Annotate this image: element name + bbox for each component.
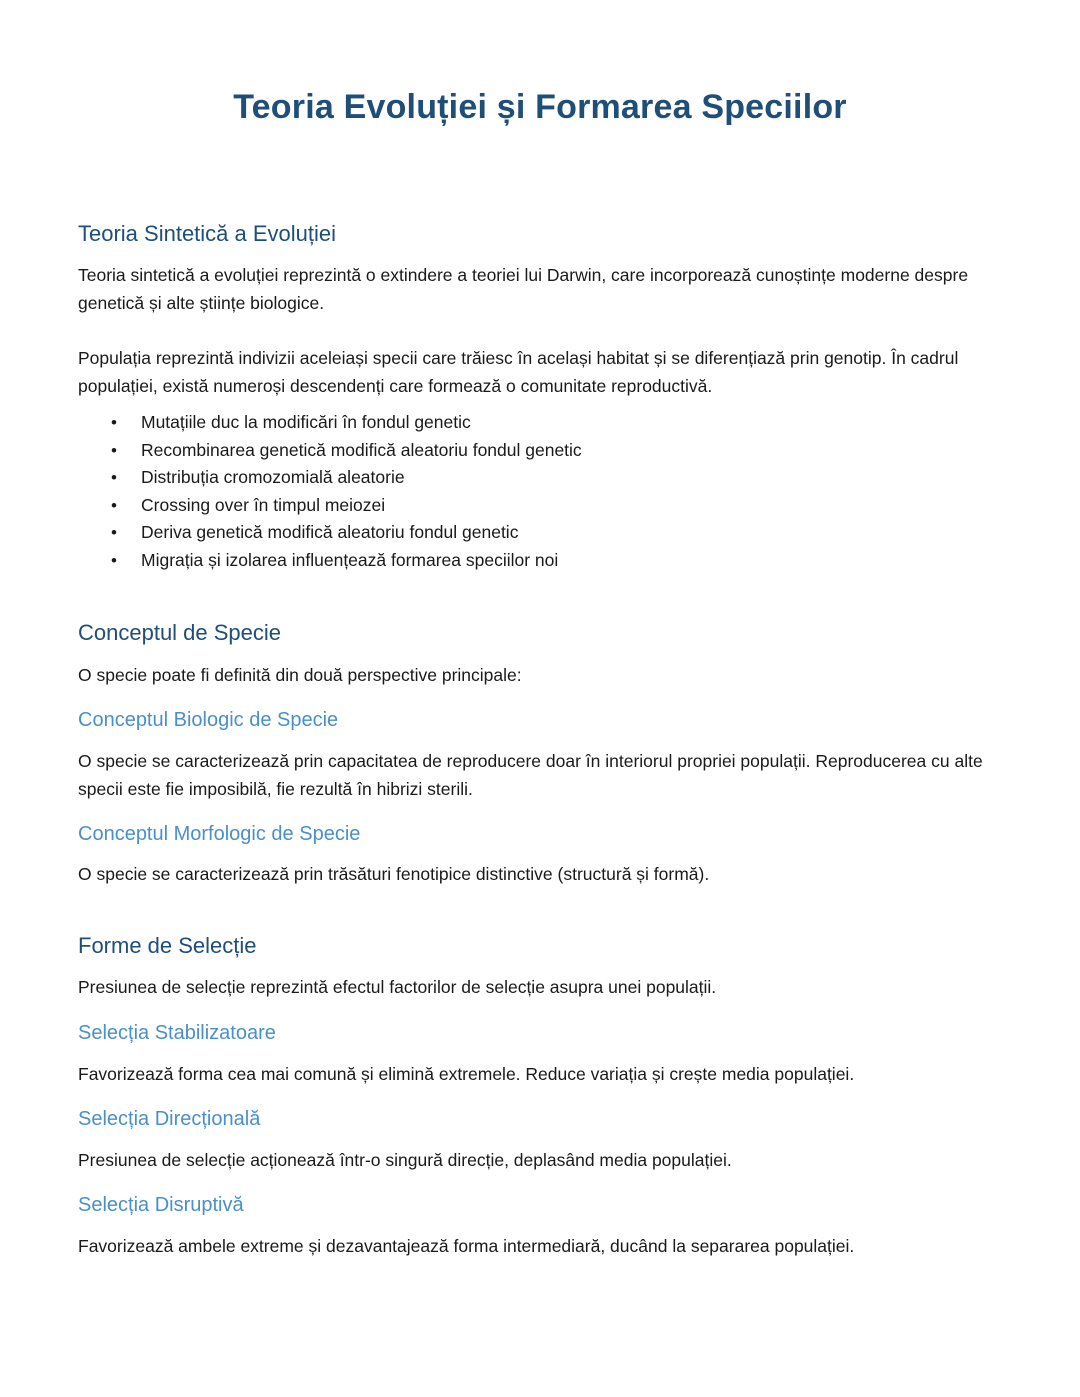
- list-item: • Mutațiile duc la modificări în fondul genetic: [78, 409, 1008, 437]
- paragraph-biologic: O specie se caracterizează prin capacitatea de reproducere doar în interiorul propriei populații. Reproducerea cu alte specii este fie imposibilă, fie rezultă în hibrizi sterili.: [78, 751, 983, 799]
- paragraph-directionala: Presiunea de selecție acționează într-o singură direcție, deplasând media populației.: [78, 1150, 732, 1170]
- section-heading-sintetica: Teoria Sintetică a Evoluției: [78, 221, 337, 246]
- bullet-icon: •: [111, 413, 117, 432]
- section-heading-selectie: Forme de Selecție: [78, 933, 257, 958]
- list-item: • Distribuția cromozomială aleatorie: [78, 464, 1008, 492]
- paragraph-sintetica-intro: Teoria sintetică a evoluției reprezintă o extindere a teoriei lui Darwin, care incorporează cunoștințe moderne despre genetică și alte științe biologice.: [78, 265, 969, 313]
- document-title: Teoria Evoluției și Formarea Speciilor: [233, 88, 847, 126]
- bullet-icon: •: [111, 523, 117, 543]
- paragraph-specie-intro: O specie poate fi definită din două perspective principale:: [78, 665, 522, 685]
- paragraph-populatie: Populația reprezintă indivizii aceleiași specii care trăiesc în același habitat și se diferențiază prin genotip. În cadrul populației, există numeroși descendenți care formează o comunitate reproductivă.: [78, 348, 959, 396]
- subheading-morfologic: Conceptul Morfologic de Specie: [78, 823, 361, 845]
- bullet-icon: •: [111, 550, 117, 570]
- paragraph-disruptiva: Favorizează ambele extreme și dezavantajează forma intermediară, ducând la separarea populației.: [78, 1236, 855, 1256]
- bullet-icon: •: [111, 495, 117, 515]
- paragraph-stabilizatoare: Favorizează forma cea mai comună și elimină extremele. Reduce variația și crește media populației.: [78, 1064, 855, 1084]
- list-item: • Deriva genetică modifică aleatoriu fondul genetic: [78, 519, 1008, 547]
- subheading-biologic: Conceptul Biologic de Specie: [78, 709, 339, 731]
- section-heading-specie: Conceptul de Specie: [78, 620, 282, 645]
- bullet-icon: •: [111, 468, 117, 488]
- paragraph-selectie-intro: Presiunea de selecție reprezintă efectul factorilor de selecție asupra unei populații.: [78, 977, 717, 997]
- subheading-stabilizatoare: Selecția Stabilizatoare: [78, 1022, 276, 1044]
- list-item: • Migrația și izolarea influențează formarea speciilor noi: [78, 547, 1008, 575]
- list-item: • Recombinarea genetică modifică aleatoriu fondul genetic: [78, 437, 1008, 465]
- list-item: • Crossing over în timpul meiozei: [78, 492, 1008, 520]
- subheading-directionala: Selecția Direcțională: [78, 1108, 261, 1130]
- paragraph-morfologic: O specie se caracterizează prin trăsături fenotipice distinctive (structură și formă).: [78, 864, 710, 884]
- bullet-list-factori: [78, 409, 1008, 575]
- bullet-icon: •: [111, 440, 117, 460]
- subheading-disruptiva: Selecția Disruptivă: [78, 1194, 244, 1216]
